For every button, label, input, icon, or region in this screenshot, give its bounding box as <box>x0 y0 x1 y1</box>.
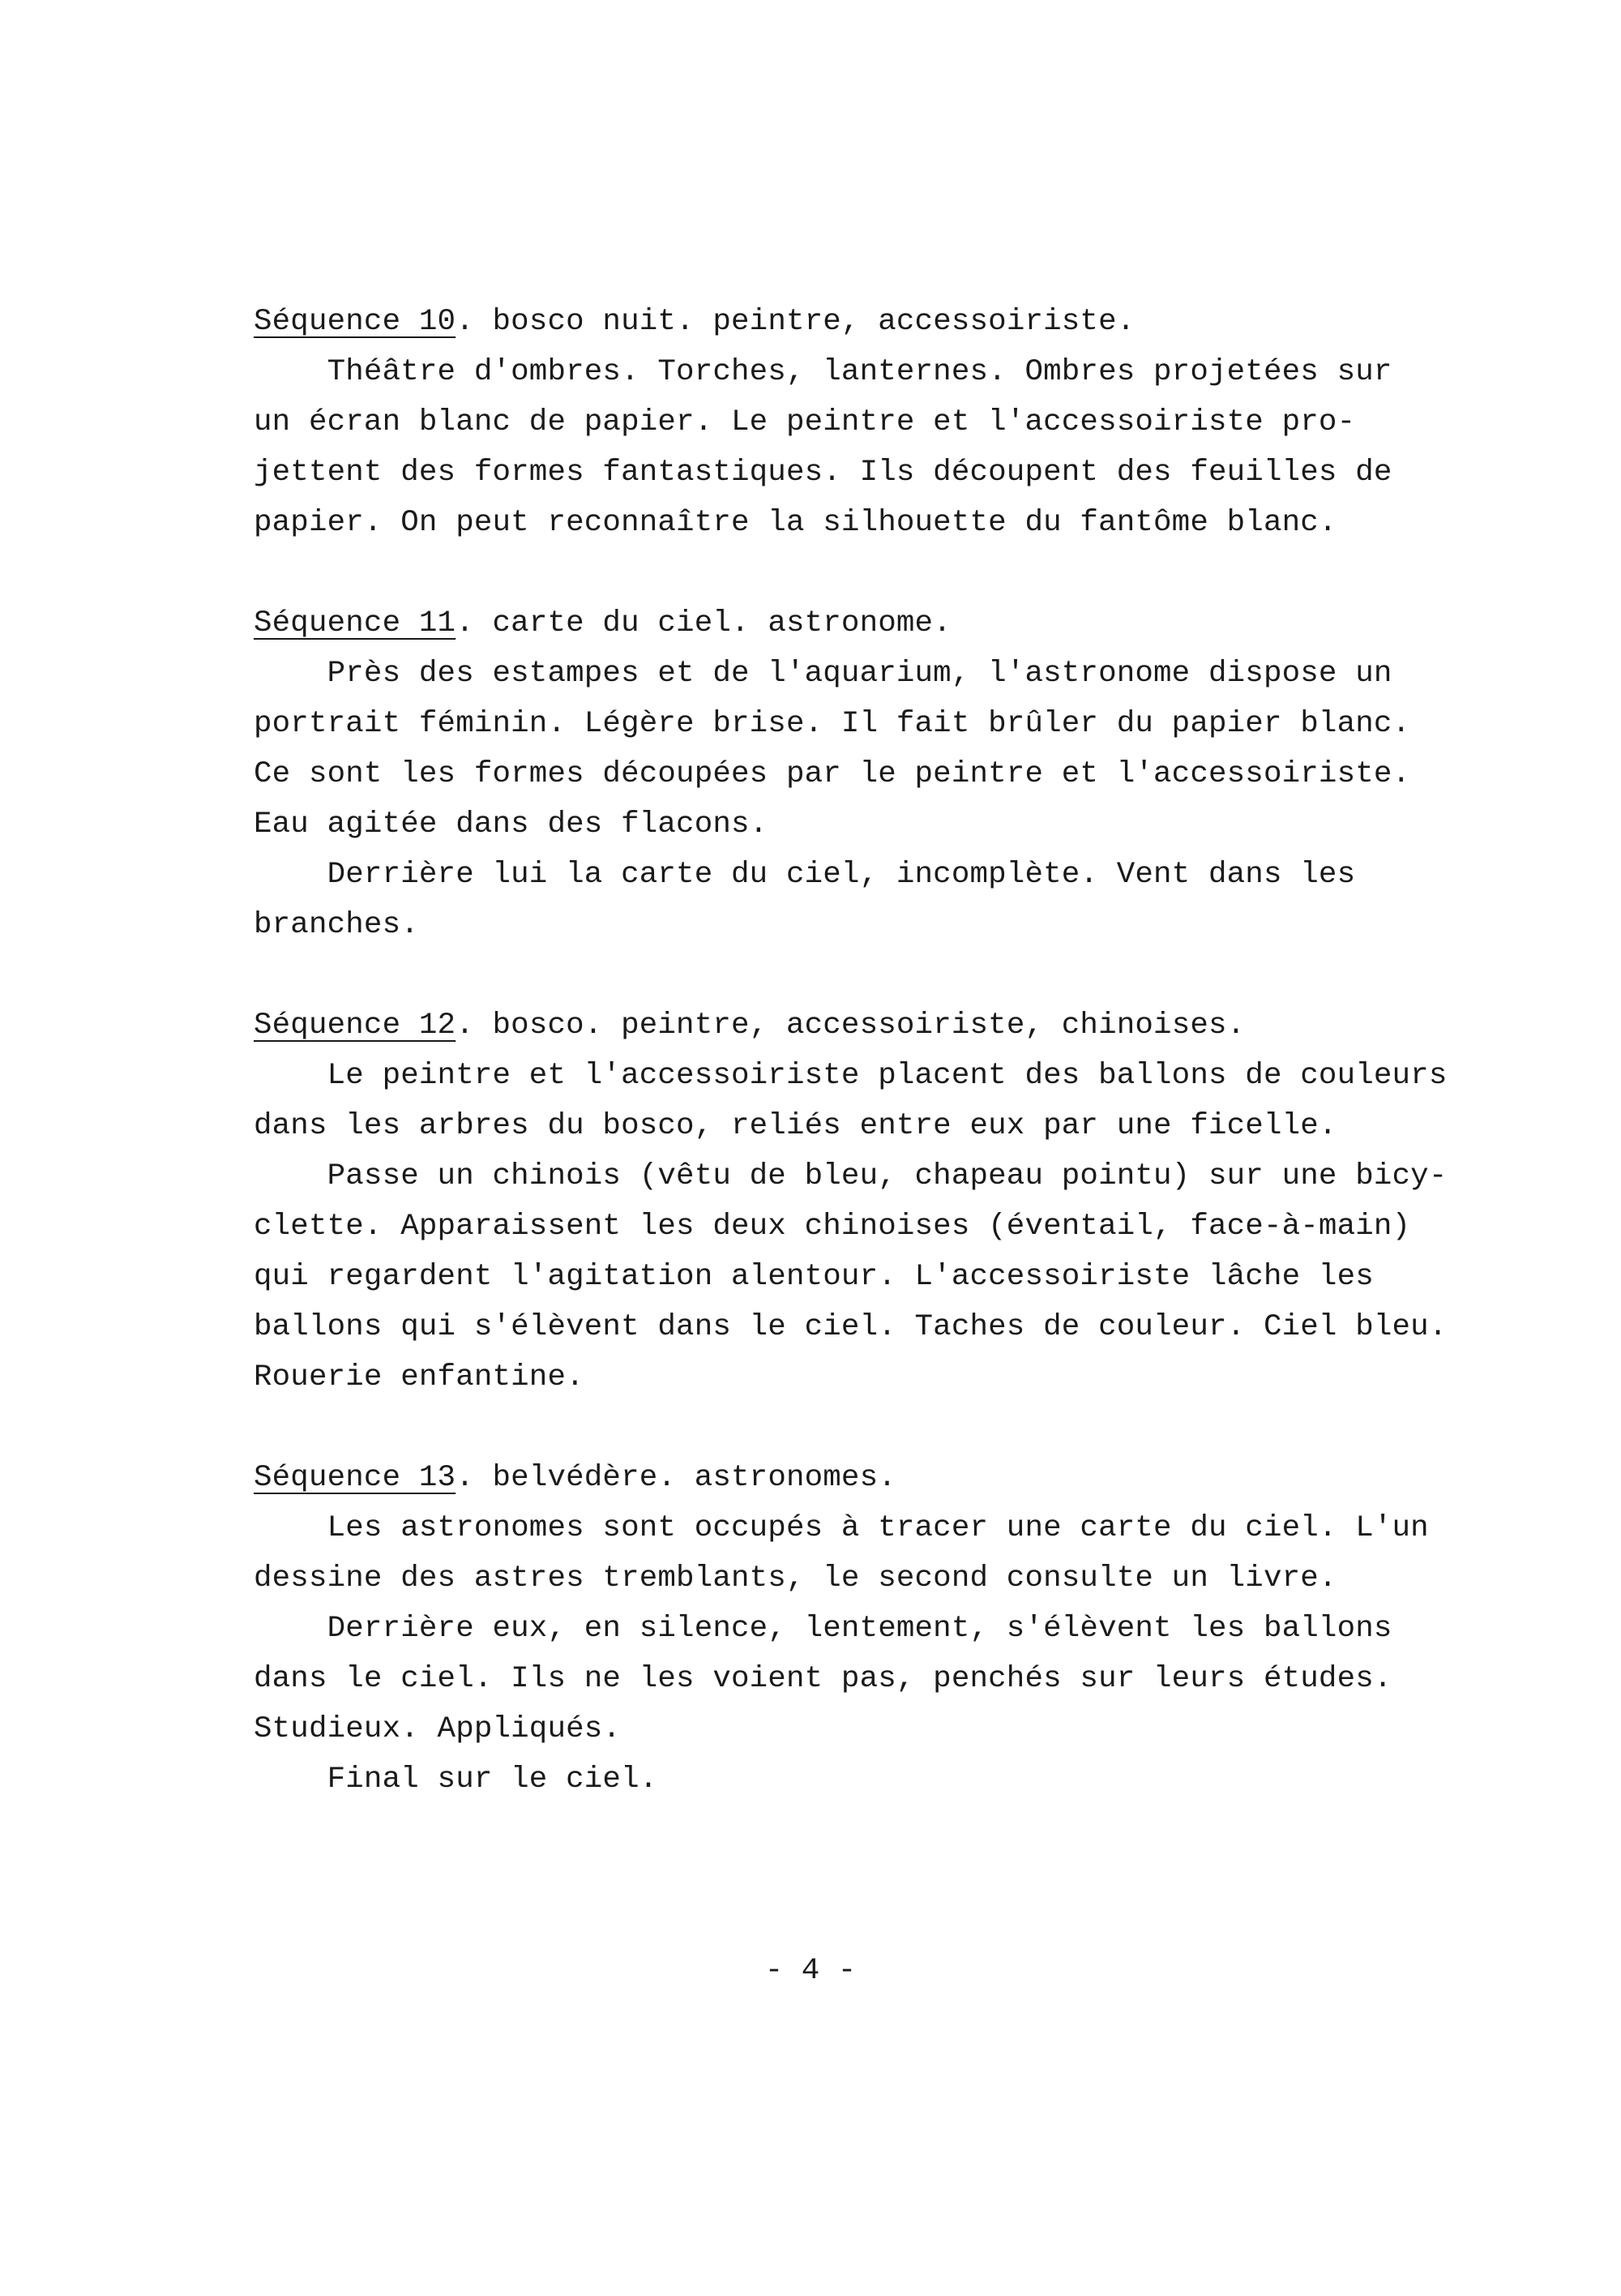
sequence-label: Séquence 11 <box>254 606 456 640</box>
text-line: Les astronomes sont occupés à tracer une carte du ciel. L'un <box>254 1511 1429 1545</box>
text-line: clette. Apparaissent les deux chinoises (éventail, face-à-main) <box>254 1210 1411 1244</box>
sequence-label: Séquence 13 <box>254 1461 456 1495</box>
sequence-heading <box>254 1453 1445 1503</box>
sequence-heading <box>254 1000 1445 1051</box>
text-line: Le peintre et l'accessoiriste placent des ballons de couleurs <box>254 1059 1448 1093</box>
page-number: - 4 - <box>764 1954 857 1988</box>
text-line: dans le ciel. Ils ne les voient pas, penchés sur leurs études. <box>254 1662 1392 1696</box>
sequence-heading <box>254 598 1445 649</box>
text-line: jettent des formes fantastiques. Ils découpent des feuilles de <box>254 456 1392 490</box>
sequence-12 <box>254 1000 1448 1403</box>
sequence-heading-text: . belvédère. astronomes. <box>456 1461 896 1495</box>
text-line: Théâtre d'ombres. Torches, lanternes. Ombres projetées sur <box>254 355 1392 389</box>
sequence-label: Séquence 12 <box>254 1009 456 1043</box>
sequence-heading-text: . bosco. peintre, accessoiriste, chinoises. <box>456 1009 1246 1043</box>
sequence-10 <box>254 297 1445 548</box>
text-line: Rouerie enfantine. <box>254 1360 584 1394</box>
sequence-13 <box>254 1453 1445 1805</box>
text-line: Près des estampes et de l'aquarium, l'astronome dispose un <box>254 657 1392 691</box>
text-line: ballons qui s'élèvent dans le ciel. Taches de couleur. Ciel bleu. <box>254 1310 1448 1344</box>
text-line: Derrière lui la carte du ciel, incomplète. Vent dans les <box>254 858 1356 892</box>
text-line: un écran blanc de papier. Le peintre et l'accessoiriste pro- <box>254 405 1356 439</box>
text-line: Derrière eux, en silence, lentement, s'élèvent les ballons <box>254 1612 1392 1646</box>
text-line: dessine des astres tremblants, le second consulte un livre. <box>254 1561 1337 1596</box>
text-line: qui regardent l'agitation alentour. L'accessoiriste lâche les <box>254 1260 1374 1294</box>
text-line: Final sur le ciel. <box>254 1763 658 1797</box>
sequence-heading-text: . bosco nuit. peintre, accessoiriste. <box>456 305 1136 339</box>
text-line: Passe un chinois (vêtu de bleu, chapeau pointu) sur une bicy- <box>254 1159 1448 1193</box>
body-text <box>254 297 1448 1805</box>
sequence-label: Séquence 10 <box>254 305 456 339</box>
text-line: branches. <box>254 908 419 942</box>
sequence-heading <box>254 297 1445 347</box>
text-line: portrait féminin. Légère brise. Il fait brûler du papier blanc. <box>254 707 1411 741</box>
text-line: papier. On peut reconnaître la silhouette du fantôme blanc. <box>254 506 1337 540</box>
text-line: Studieux. Appliqués. <box>254 1712 622 1746</box>
text-line: dans les arbres du bosco, reliés entre eux par une ficelle. <box>254 1109 1337 1143</box>
sequence-11 <box>254 598 1445 950</box>
text-line: Ce sont les formes découpées par le peintre et l'accessoiriste. <box>254 757 1411 791</box>
sequence-heading-text: . carte du ciel. astronome. <box>456 606 952 640</box>
text-line: Eau agitée dans des flacons. <box>254 807 768 842</box>
